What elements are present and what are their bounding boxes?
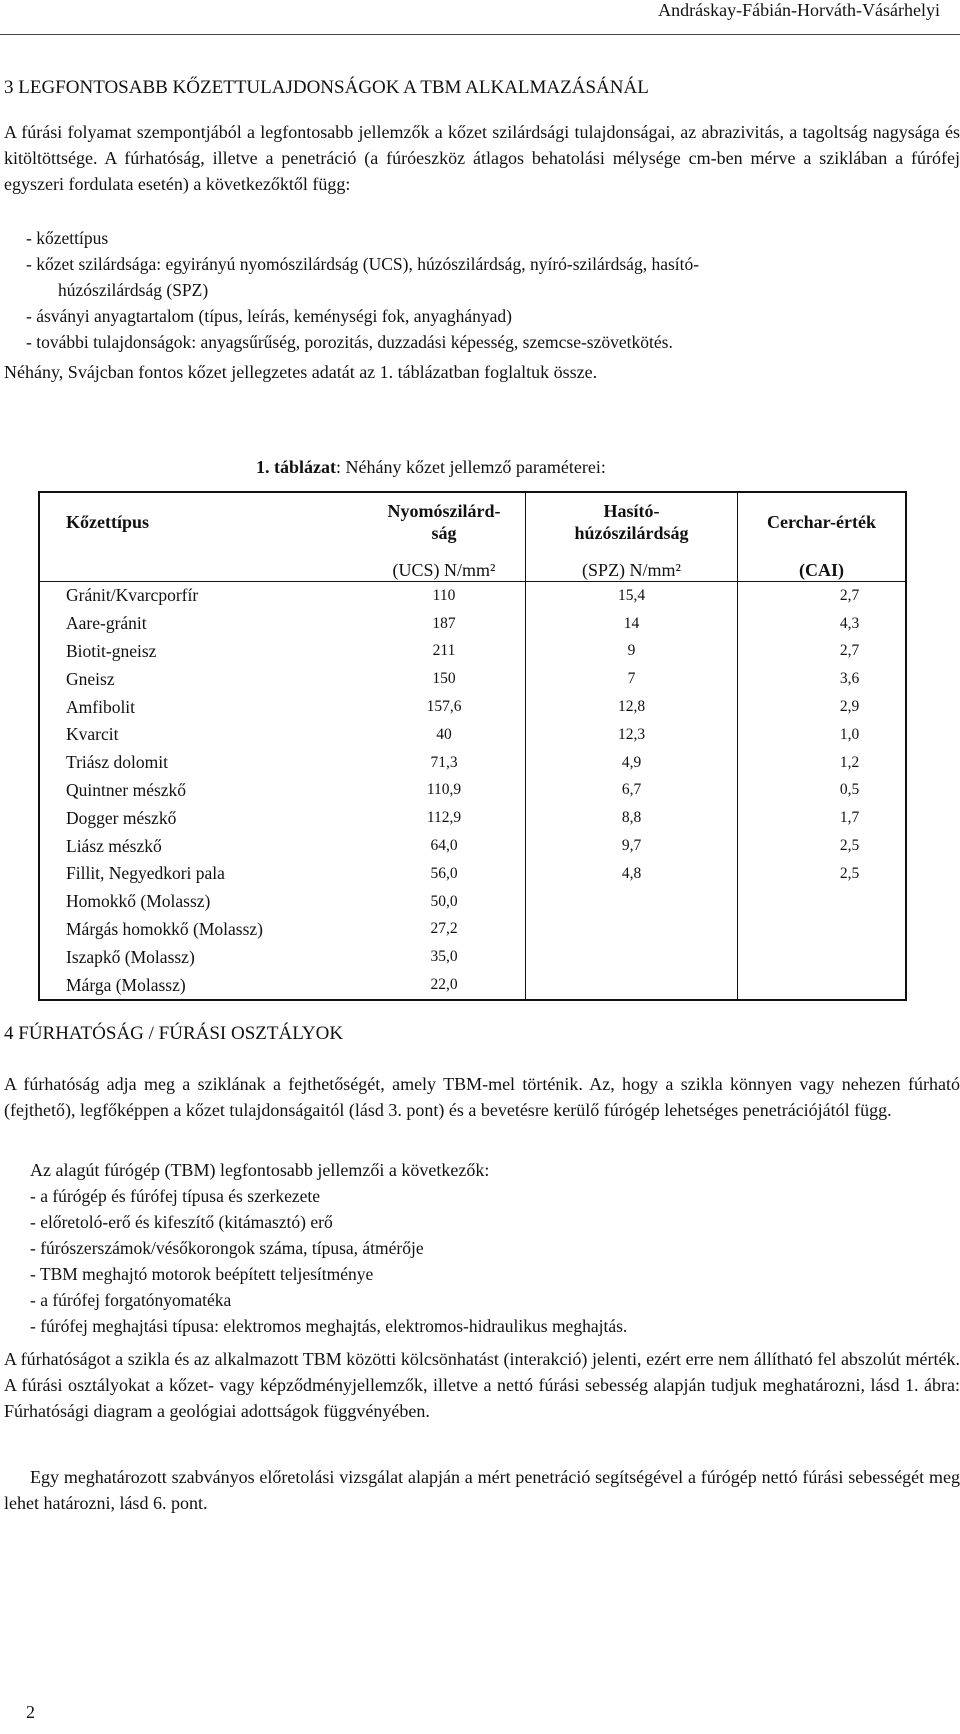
cell-spz: 7 (526, 665, 738, 693)
cell-cai: 2,9 (839, 698, 860, 716)
unit-spz: (SPZ) N/mm² (526, 551, 738, 582)
unit-ucs: (UCS) N/mm² (363, 551, 526, 582)
cell-cai: 3,6 (839, 670, 860, 688)
list-item: - fúrószerszámok/vésőkorongok száma, típusa, átmérője (30, 1238, 424, 1258)
table-row (39, 749, 906, 777)
cell-ucs: 35,0 (363, 943, 526, 971)
unit-cai: (CAI) (738, 551, 907, 582)
cell-cai: 0,5 (839, 781, 860, 799)
cell-cai (738, 971, 907, 1000)
cell-spz (526, 916, 738, 944)
cell-cai: 2,7 (839, 642, 860, 660)
cell-spz (526, 971, 738, 1000)
cell-rock-type: Homokkő (Molassz) (66, 891, 211, 912)
table-row (39, 665, 906, 693)
cell-rock-type: Gneisz (66, 668, 115, 689)
cell-spz: 9 (526, 638, 738, 666)
cell-spz (526, 943, 738, 971)
cell-spz: 4,9 (526, 749, 738, 777)
cell-ucs: 211 (363, 638, 526, 666)
list-item: - kőzet szilárdsága: egyirányú nyomószilárdság (UCS), húzószilárdság, nyíró-szilárdság, hasító- (26, 254, 700, 274)
cell-ucs: 50,0 (363, 888, 526, 916)
cell-ucs: 56,0 (363, 860, 526, 888)
cell-cai: 1,0 (839, 725, 860, 743)
cell-cai: 1,2 (839, 753, 860, 771)
list-item: - előretoló-erő és kifeszítő (kitámasztó) erő (30, 1212, 333, 1232)
cell-rock-type: Gránit/Kvarcporfír (66, 585, 199, 606)
cell-cai (738, 943, 907, 971)
cell-rock-type: Quintner mészkő (66, 779, 187, 800)
table-row (39, 777, 906, 805)
cell-spz: 12,8 (526, 693, 738, 721)
cell-rock-type: Kvarcit (66, 724, 119, 745)
cell-rock-type: Aare-gránit (66, 613, 147, 634)
cell-rock-type: Biotit-gneisz (66, 640, 157, 661)
cell-rock-type: Amfibolit (66, 696, 136, 717)
table-row (39, 804, 906, 832)
cell-cai: 2,5 (839, 864, 860, 882)
list-item: - a fúrófej forgatónyomatéka (30, 1290, 232, 1310)
list-item: - a fúrógép és fúrófej típusa és szerkezete (30, 1186, 321, 1206)
cell-cai: 2,5 (839, 837, 860, 855)
cell-rock-type: Dogger mészkő (66, 807, 177, 828)
table-reference-note: Néhány, Svájcban fontos kőzet jellegzetes adatát az 1. táblázatban foglaltuk össze. (4, 362, 598, 382)
tbm-feature-list (30, 1183, 627, 1339)
cell-spz (526, 888, 738, 916)
cell-ucs: 157,6 (363, 693, 526, 721)
cell-ucs: 150 (363, 665, 526, 693)
table-row (39, 860, 906, 888)
table-row (39, 943, 906, 971)
cell-ucs: 71,3 (363, 749, 526, 777)
cell-spz: 15,4 (526, 582, 738, 610)
table-row (39, 638, 906, 666)
cell-cai (738, 888, 907, 916)
table-row (39, 610, 906, 638)
section-4-paragraph-3: A fúrhatóságot a szikla és az alkalmazott TBM közötti kölcsönhatást (interakció) jelenti, ezért erre nem állítható fel abszolút mérték. A fúrási osztályokat a kőzet- vagy képződményjellemzők, illetve a nettó fúrási sebesség alapján tudjuk meghatározni, lásd 1. ábra: Fúrhatósági diagram a geológiai adottságok függvényében. (4, 1349, 960, 1421)
cell-spz: 9,7 (526, 832, 738, 860)
table-row (39, 832, 906, 860)
section-4-paragraph-4: Egy meghatározott szabványos előretolási vizsgálat alapján a mért penetráció segítségével a fúrógép nettó fúrási sebességét meg lehet határozni, lásd 6. pont. (4, 1467, 960, 1513)
header-rule (0, 34, 960, 35)
cell-cai: 4,3 (839, 614, 860, 632)
cell-ucs: 110,9 (363, 777, 526, 805)
cell-spz: 12,3 (526, 721, 738, 749)
cell-spz: 4,8 (526, 860, 738, 888)
list-item-continuation: húzószilárdság (SPZ) (58, 280, 209, 300)
table-row (39, 916, 906, 944)
page-number: 2 (26, 1702, 35, 1722)
cell-ucs: 110 (363, 582, 526, 610)
rock-property-list (26, 225, 699, 355)
cell-cai: 2,7 (839, 586, 860, 604)
cell-rock-type: Liász mészkő (66, 835, 162, 856)
cell-ucs: 40 (363, 721, 526, 749)
section-3-title: 3 LEGFONTOSABB KŐZETTULAJDONSÁGOK A TBM ALKALMAZÁSÁNÁL (4, 77, 649, 98)
table-row (39, 971, 906, 1000)
col-header-ucs: Nyomószilárd- ság (363, 492, 526, 551)
cell-cai (738, 916, 907, 944)
col-header-spz: Hasító- húzószilárdság (526, 492, 738, 551)
cell-rock-type: Márga (Molassz) (66, 974, 186, 995)
col-header-cai: Cerchar-érték (767, 511, 876, 532)
col-header-rock-type: Kőzettípus (66, 511, 149, 532)
table-row (39, 582, 906, 610)
table-row (39, 888, 906, 916)
table-row (39, 721, 906, 749)
cell-spz: 8,8 (526, 804, 738, 832)
cell-cai: 1,7 (839, 809, 860, 827)
list-item: - ásványi anyagtartalom (típus, leírás, keménységi fok, anyaghányad) (26, 306, 512, 326)
cell-spz: 6,7 (526, 777, 738, 805)
table-caption (256, 457, 606, 478)
cell-ucs: 22,0 (363, 971, 526, 1000)
list-item: - további tulajdonságok: anyagsűrűség, porozitás, duzzadási képesség, szemcse-szövetkötés. (26, 332, 673, 352)
cell-rock-type: Iszapkő (Molassz) (66, 946, 195, 967)
list-item: - fúrófej meghajtási típusa: elektromos meghajtás, elektromos-hidraulikus meghajtás. (30, 1316, 628, 1336)
table-row (39, 693, 906, 721)
cell-ucs: 187 (363, 610, 526, 638)
cell-rock-type: Fillit, Negyedkori pala (66, 863, 225, 884)
cell-rock-type: Triász dolomit (66, 752, 168, 773)
list-item: - kőzettípus (26, 228, 109, 248)
list-item: - TBM meghajtó motorok beépített teljesítménye (30, 1264, 374, 1284)
section-4-paragraph-1: A fúrhatóság adja meg a sziklának a fejthetőségét, amely TBM-mel történik. Az, hogy a szikla könnyen vagy nehezen fúrható (fejthető), legfőképpen a kőzet tulajdonságaitól (lásd 3. pont) és a bevetésre kerülő fúrógép lehetséges penetrációjától függ. (4, 1074, 960, 1120)
table-units-row (39, 551, 906, 582)
table-header-row (39, 492, 906, 551)
cell-ucs: 112,9 (363, 804, 526, 832)
cell-ucs: 64,0 (363, 832, 526, 860)
running-head: Andráskay-Fábián-Horváth-Vásárhelyi (658, 0, 940, 20)
caption-text: : Néhány kőzet jellemző paraméterei: (336, 457, 606, 477)
section-3-intro: A fúrási folyamat szempontjából a legfontosabb jellemzők a kőzet szilárdsági tulajdonságai, az abrazivitás, a tagoltság nagysága és kitöltöttsége. A fúrhatóság, illetve a penetráció (a fúróeszköz átlagos behatolási mélysége cm-ben mérve a sziklában a fúrófej egyszeri fordulata esetén) a következőktől függ: (4, 122, 960, 194)
table-body (39, 582, 906, 1000)
section-4-paragraph-2: Az alagút fúrógép (TBM) legfontosabb jellemzői a következők: (30, 1160, 490, 1180)
section-4-title: 4 FÚRHATÓSÁG / FÚRÁSI OSZTÁLYOK (4, 1023, 344, 1044)
rock-parameters-table (38, 491, 907, 1001)
caption-label: 1. táblázat (256, 457, 336, 477)
cell-spz: 14 (526, 610, 738, 638)
cell-rock-type: Márgás homokkő (Molassz) (66, 918, 264, 939)
cell-ucs: 27,2 (363, 916, 526, 944)
